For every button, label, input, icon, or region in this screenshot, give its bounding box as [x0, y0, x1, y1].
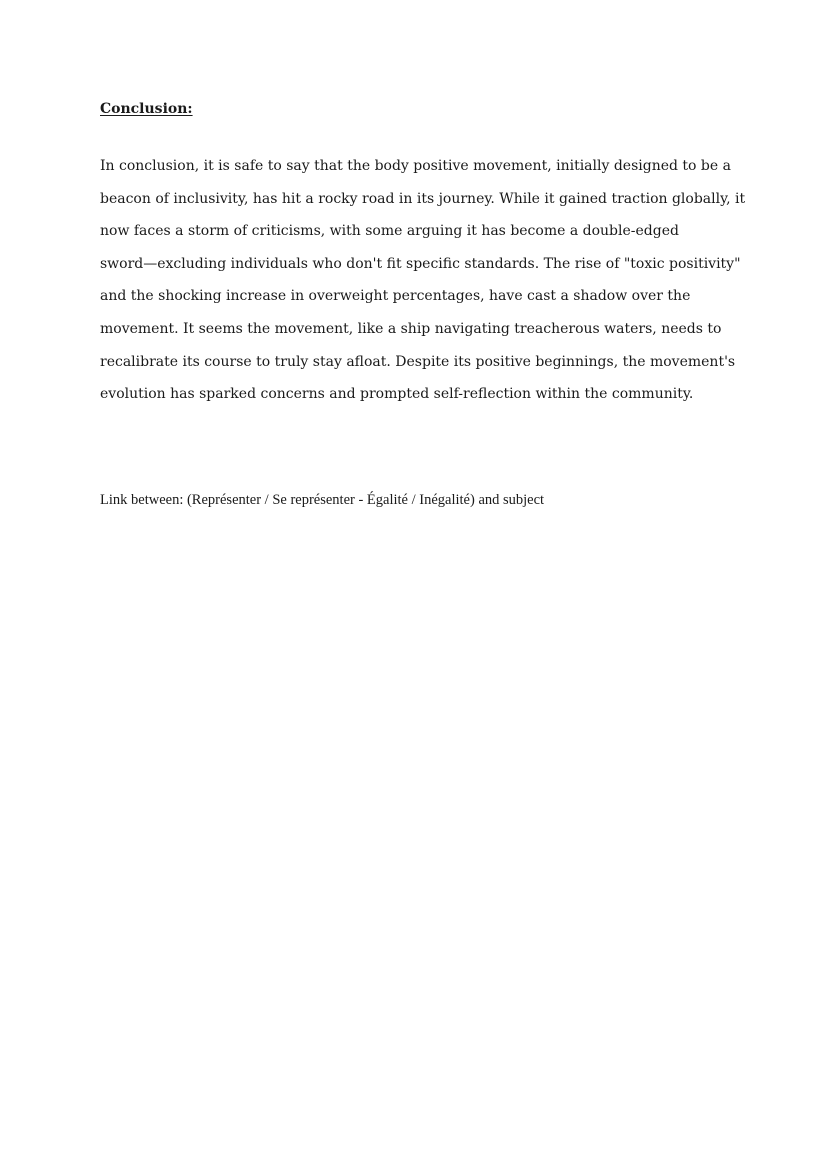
paragraph-line: now faces a storm of criticisms, with some arguing it has become a double-edged [100, 223, 679, 240]
section-heading: Conclusion: [100, 101, 193, 117]
link-between-line: Link between: (Représenter / Se représenter - Égalité / Inégalité) and subject [100, 492, 545, 508]
paragraph-line: recalibrate its course to truly stay afloat. Despite its positive beginnings, the movement's [100, 353, 736, 370]
paragraph-line: evolution has sparked concerns and prompted self-reflection within the community. [100, 386, 694, 403]
paragraph-line: In conclusion, it is safe to say that the body positive movement, initially designed to be a [100, 158, 731, 174]
paragraph-line: and the shocking increase in overweight percentages, have cast a shadow over the [100, 288, 691, 305]
conclusion-paragraph [100, 150, 746, 411]
paragraph-line: sword—excluding individuals who don't fit specific standards. The rise of "toxic positivity" [100, 255, 741, 272]
paragraph-line: beacon of inclusivity, has hit a rocky road in its journey. While it gained traction globally, it [100, 190, 746, 207]
paragraph-line: movement. It seems the movement, like a ship navigating treacherous waters, needs to [100, 320, 722, 337]
